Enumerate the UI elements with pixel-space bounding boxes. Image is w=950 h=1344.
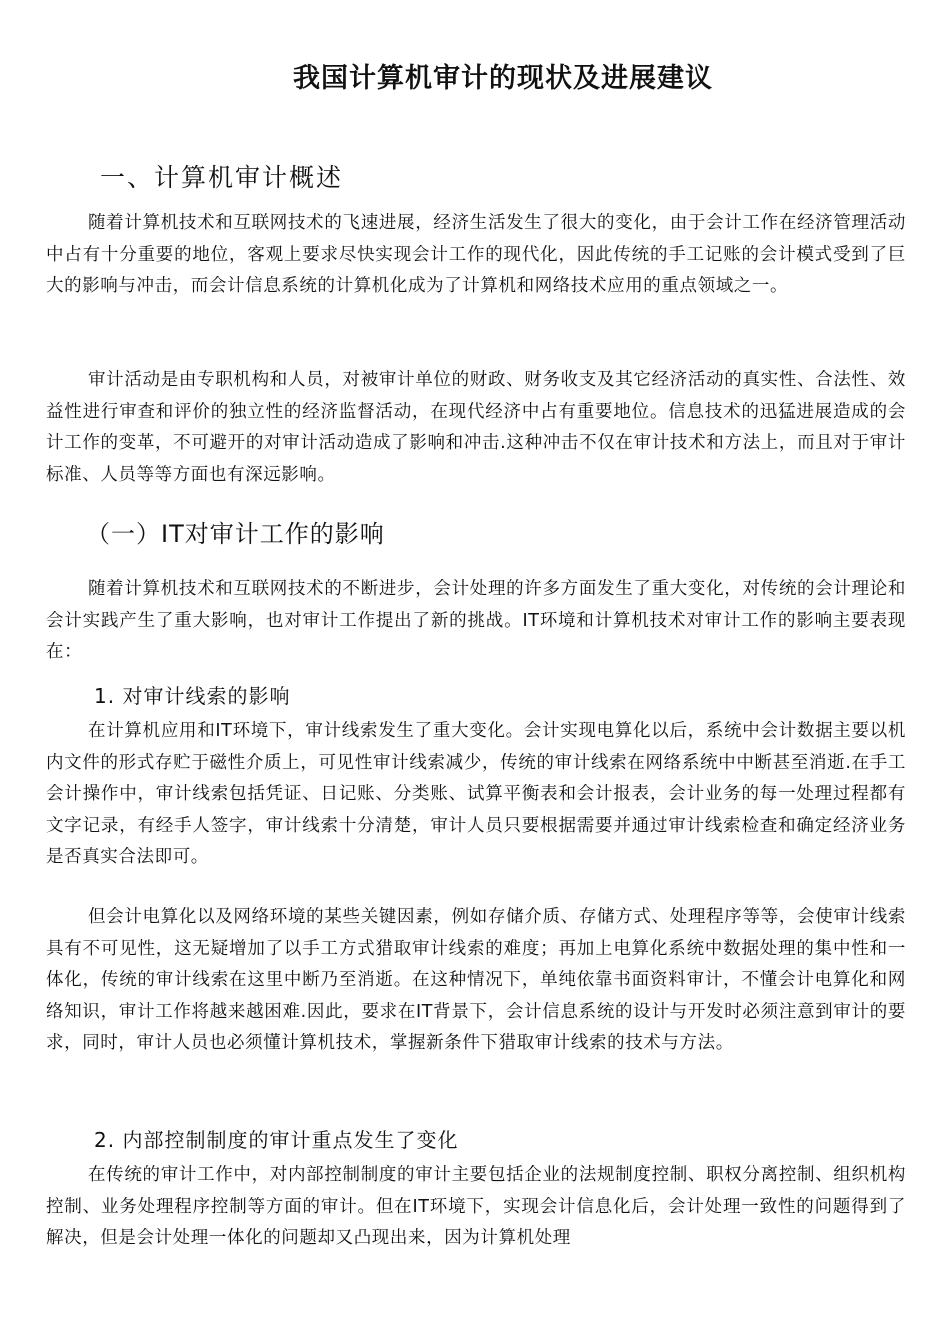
paragraph-audit-trail: 在计算机应用和IT环境下，审计线索发生了重大变化。会计实现电算化以后，系统中会计数据主要以机内文件的形式存贮于磁性介质上，可见性审计线索减少，传统的审计线索在网络系统中中断甚至消逝.在手工会计操作中，审计线索包括凭证、日记账、分类账、试算平衡表和会计报表，会计业务的每一处理过程都有文字记录，有经手人签字，审计线索十分清楚，审计人员只要根据需要并通过审计线索检查和确定经济业务是否真实合法即可。 — [46, 721, 906, 867]
paragraph-intro: 随着计算机技术和互联网技术的飞速进展，经济生活发生了很大的变化，由于会计工作在经济管理活动中占有十分重要的地位，客观上要求尽快实现会计工作的现代化，因此传统的手工记账的会计模式受到了巨大的影响与冲击，而会计信息系统的计算机化成为了计算机和网络技术应用的重点领域之一。 — [46, 213, 906, 296]
item-heading-audit-trail: 1. 对审计线索的影响 — [94, 684, 291, 708]
section-heading-overview: 一、计算机审计概述 — [100, 163, 344, 192]
paragraph-audit-activity: 审计活动是由专职机构和人员，对被审计单位的财政、财务收支及其它经济活动的真实性、合法性、效益性进行审查和评价的独立性的经济监督活动，在现代经济中占有重要地位。信息技术的迅猛进展造成的会计工作的变革，不可避开的对审计活动造成了影响和冲击.这种冲击不仅在审计技术和方法上，而且对于审计标准、人员等等方面也有深远影响。 — [46, 370, 906, 485]
paragraph-internal-control: 在传统的审计工作中，对内部控制制度的审计主要包括企业的法规制度控制、职权分离控制、组织机构控制、业务处理程序控制等方面的审计。但在IT环境下，实现会计信息化后，会计处理一致性的问题得到了解决，但是会计处理一体化的问题却又凸现出来，因为计算机处理 — [46, 1165, 906, 1248]
paragraph-it-challenges: 随着计算机技术和互联网技术的不断进步，会计处理的许多方面发生了重大变化，对传统的会计理论和会计实践产生了重大影响，也对审计工作提出了新的挑战。IT环境和计算机技术对审计工作的影响主要表现在： — [46, 579, 906, 662]
item-heading-internal-control: 2. 内部控制制度的审计重点发生了变化 — [94, 1128, 459, 1152]
paragraph-invisible-trail: 但会计电算化以及网络环境的某些关键因素，例如存储介质、存储方式、处理程序等等，会使审计线索具有不可见性，这无疑增加了以手工方式猎取审计线索的难度；再加上电算化系统中数据处理的集中性和一体化，传统的审计线索在这里中断乃至消逝。在这种情况下，单纯依靠书面资料审计，不懂会计电算化和网络知识，审计工作将越来越困难.因此，要求在IT背景下，会计信息系统的设计与开发时必须注意到审计的要求，同时，审计人员也必须懂计算机技术，掌握新条件下猎取审计线索的技术与方法。 — [46, 907, 906, 1053]
subsection-heading-it-impact: （一）IT对审计工作的影响 — [86, 520, 385, 548]
document-title: 我国计算机审计的现状及进展建议 — [293, 63, 713, 94]
